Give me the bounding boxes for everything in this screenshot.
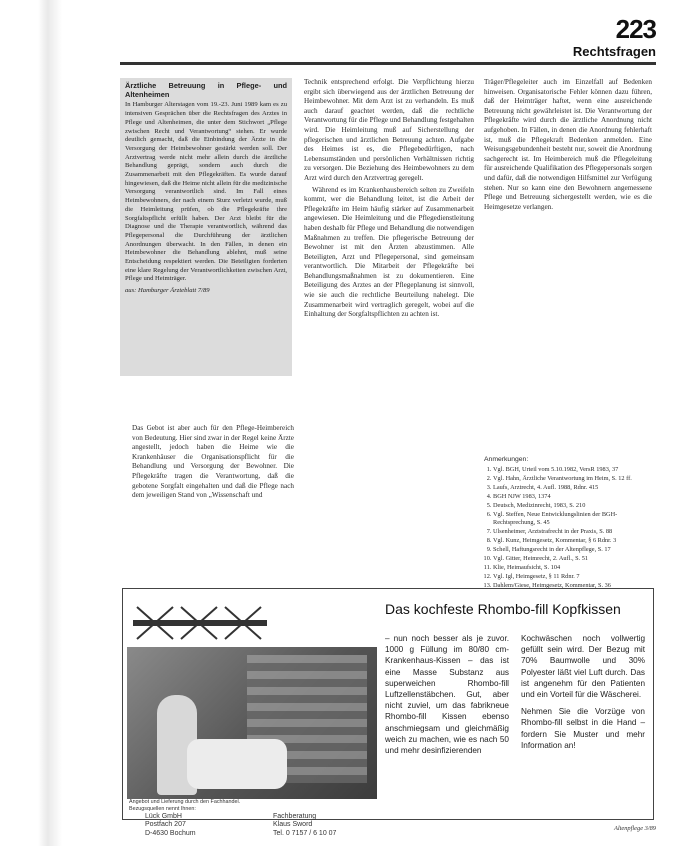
- column-a-text: [132, 424, 294, 501]
- footnote-item: 1. Vgl. BGH, Urteil vom 5.10.1982, VersR 1983, 37: [493, 466, 652, 474]
- footnote-item: 11. Klie, Heimaufsicht, S. 104: [493, 564, 652, 572]
- footnote-item: 4. BGH NJW 1983, 1374: [493, 493, 652, 501]
- sidebar-box-body: In Hamburger Alterstagen vom 19.-23. Juni 1989 kam es zu intensiven Gesprächen über die Rechtsfragen des Arztes in Pflege und Altenheimen, die unter dem Stichwort „Pflege zwischen Recht und Verantwortung“ stehen. Er wurde deutlich gemacht, daß die Einbindung der Ärzte in die Versorgung der Heimbewohner gestärkt werden soll. Der Arztvertrag werde nicht mehr allein durch die ärztliche Behandlung geprägt, sondern auch durch die Zusammenarbeit mit den Pflegekräften. Es wurde darauf hingewiesen, daß die Heime nicht allein für die medizinische Versorgung verantwortlich sind. Im Fall eines Heimbewohners, der nach einem Sturz verletzt wurde, muß die Heimleitung prüfen, ob die Pflegekräfte ihre Sorgfaltspflicht erfüllt haben. Der Arzt bleibt für die Diagnose und die Therapie verantwortlich, während das Pflegepersonal die Durchführung der ärztlichen Anordnungen überwacht. In den Fällen, in denen ein Heimbewohner die Behandlung ablehnt, muß seine Entscheidung respektiert werden. Die Beteiligten forderten eine klare Regelung der Verantwortlichkeiten zwischen Arzt, Pflege und Heimträger.: [125, 101, 287, 283]
- ad-paragraph: Nehmen Sie die Vorzüge von Rhombo-fill selbst in die Hand – fordern Sie Muster und mehr Information an!: [521, 707, 645, 750]
- footnote-item: 12. Vgl. Igl, Heimgesetz, § 11 Rdnr. 7: [493, 573, 652, 581]
- contact-line: Tel. 0 7157 / 6 10 07: [273, 829, 337, 837]
- ad-paragraph: – nun noch besser als je zuvor. 1000 g Füllung im 80/80 cm-Krankenhaus-Kissen – das ist eine Masse Substanz aus superweichen Rhombo-fill Luftzellenstäbchen. Gut, aber nicht zuviel, um das fabrikneue Rhombo-fill Kissen ebenso anschmiegsam und gleichmäßig weich zu machen, wie es nach 50 und mehr desinfizierenden: [385, 634, 509, 756]
- address-line: D-4630 Bochum: [145, 829, 196, 837]
- column-a-paragraph: Das Gebot ist aber auch für den Pflege-Heimbereich von Bedeutung. Hier sind zwar in der Regel keine Ärzte angestellt, jedoch haben die Heime wie die Krankenhäuser die Organisationspflicht für die Behandlung und Versorgung der Bewohner. Die Pflegekräfte tragen die Verantwortung, daß die gebotene Sorgfalt eingehalten und daß die Pflege nach dem jeweiligen Stand von „Wissenschaft und: [132, 424, 294, 500]
- footnotes-list: [484, 466, 652, 590]
- company-address: [145, 813, 196, 838]
- footnote-item: 13. Dahlem/Giese, Heimgesetz, Kommentar, S. 36: [493, 582, 652, 590]
- column-b-paragraph-1: Technik entsprechend erfolgt. Die Verpflichtung hierzu ergibt sich überwiegend aus der ärztlichen Betreuung der Heimbewohner. Mit dem Arzt ist zu verhandeln. Es muß auch darauf geachtet werden, daß die rechtliche Verantwortung für die Pflege und Behandlung festgehalten wird. Die Heimleitung muß auf Sicherstellung der pflegerischen und ärztlichen Betreuung achten. Aufgabe des Heimes ist es, die Pflegebedürftigen, nach Lebensumständen und persönlichen Verhältnissen richtig zu versorgen. Die Beziehung des Heimbewohners zu dem Arzt wird durch den Arztvertrag geregelt.: [304, 78, 474, 182]
- contact-line: Klaus Sword: [273, 821, 313, 829]
- sidebar-box-source: aus: Hamburger Ärzteblatt 7/89: [125, 287, 210, 295]
- scan-shadow: [38, 0, 62, 846]
- footer-reference: Altenpflege 3/89: [613, 825, 656, 832]
- sidebar-box: [120, 78, 292, 376]
- ad-text-left: [385, 633, 509, 762]
- footnote-item: 8. Vgl. Kunz, Heimgesetz, Kommentar, § 6 Rdnr. 3: [493, 537, 652, 545]
- footnote-item: 10. Vgl. Gitter, Heimrecht, 2. Aufl., S. 51: [493, 555, 652, 563]
- photo-pillow: [187, 739, 287, 789]
- column-b-paragraph-2: Während es im Krankenhausbereich selten zu Zweifeln kommt, wer die Behandlung leitet, ist die Arbeit der Pflegekräfte im Heim häufig stärker auf Zusammenarbeit angewiesen. Die Heimleitung und die Pflegedienstleitung haben deshalb für Pflege und Behandlung die notwendigen Maßnahmen zu treffen. Die pflegerische Betreuung der Bewohner ist mit den Ärzten abzustimmen. Alle Beteiligten, Arzt und Pflegepersonal, sind gemeinsam verantwortlich. Die Mitarbeit der Pflegekräfte bei Behandlungsmaßnahmen ist zu dokumentieren. Eine Beteiligung des Arztes an der Pflegeplanung ist sinnvoll, wie sie auch die rechtliche Beurteilung nahelegt. Die Zusammenarbeit wird vertraglich geregelt, wobei auf die Einhaltung der Sorgfaltspflichten zu achten ist.: [304, 185, 474, 319]
- contact-line: Fachberatung: [273, 813, 317, 820]
- consulting-contact: [273, 813, 336, 838]
- ad-paragraph: Kochwäschen noch vollwertig gefüllt sein wird. Der Bezug mit 70% Baumwolle und 30% Polyester läßt viel Luft durch. Das ist angenehm für den Patienten und ein Vorteil für die Wäscherei.: [521, 634, 645, 700]
- footnotes: [484, 456, 652, 591]
- section-title: Rechtsfragen: [572, 44, 656, 59]
- ad-text-right: [521, 633, 645, 757]
- header-rule: [120, 62, 656, 65]
- address-line: Postfach 207: [145, 821, 186, 829]
- footnotes-title: Anmerkungen:: [484, 456, 529, 463]
- address-line: Lück GmbH: [145, 813, 182, 820]
- footnote-item: 2. Vgl. Hahn, Ärztliche Verantwortung im Heim, S. 12 ff.: [493, 475, 652, 483]
- ad-headline: Das kochfeste Rhombo-fill Kopfkissen: [385, 601, 621, 617]
- sidebar-box-title: Ärztliche Betreuung in Pflege- und Altenheimen: [125, 81, 287, 99]
- footnote-item: 9. Schell, Haftungsrecht in der Altenpflege, S. 17: [493, 546, 652, 554]
- product-photo: [127, 647, 377, 799]
- column-c-paragraph: Träger/Pflegeleiter auch im Einzelfall auf Bedenken hinweisen. Organisatorische Fehler können dazu führen, daß der Heimträger haftet, wenn eine ausreichende Betreuung nicht gewährleistet ist. Die Verantwortung der Pflegekräfte wird durch die ärztliche Anordnung nicht aufgehoben. In Fällen, in denen die Anordnung fehlerhaft ist, muß die Pflegekraft Bedenken anmelden. Eine Weisungsgebundenheit besteht nur, soweit die Anordnung sachgerecht ist. Im Heimbereich muß die Pflegeleitung für ausreichende Qualifikation des Pflegepersonals sorgen und dafür, daß die notwendigen Hilfsmittel zur Verfügung stehen. Nur so kann eine den Bewohnern angemessene Pflege und Betreuung sichergestellt werden, wie es die Heimgesetze verlangen.: [484, 78, 652, 211]
- footnote-item: 6. Vgl. Steffen, Neue Entwicklungslinien der BGH-Rechtsprechung, S. 45: [493, 511, 652, 528]
- column-c-text: [484, 78, 652, 212]
- photo-caption: Angebot und Lieferung durch den Fachhandel. Bezugsquellen nennt Ihnen:: [129, 799, 241, 812]
- brand-logo-graphic: [133, 603, 373, 643]
- page-number: 223: [615, 14, 656, 44]
- footnote-item: 7. Ulsenheimer, Arztstrafrecht in der Praxis, S. 88: [493, 528, 652, 536]
- column-b-text: [304, 78, 474, 320]
- footnote-item: 3. Laufs, Arztrecht, 4. Aufl. 1988, Rdnr. 415: [493, 484, 652, 492]
- footnote-item: 5. Deutsch, Medizinrecht, 1983, S. 210: [493, 502, 652, 510]
